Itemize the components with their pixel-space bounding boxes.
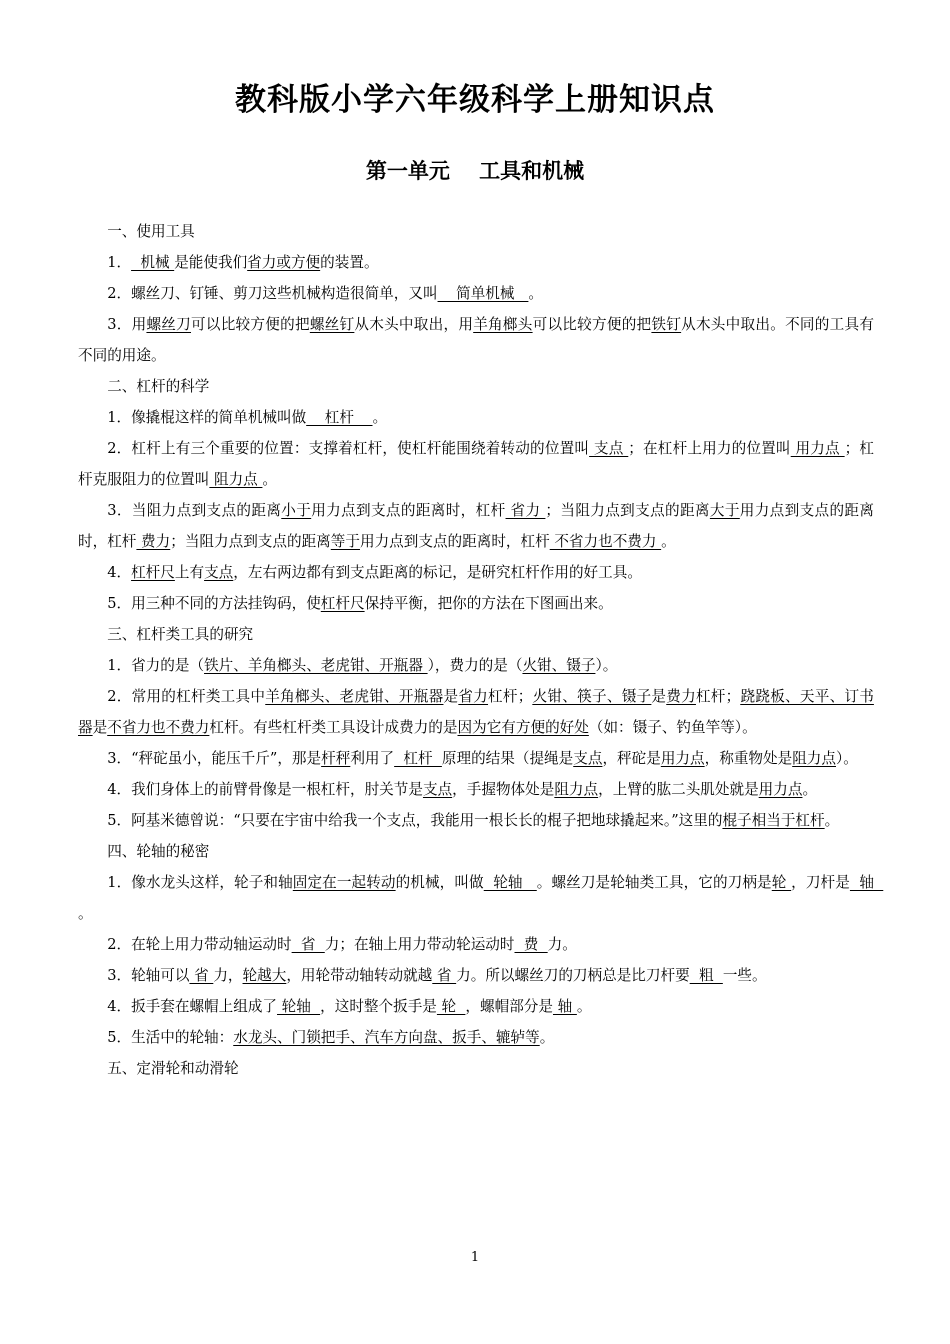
answer-blank: 大于 (709, 502, 740, 519)
list-item (78, 309, 874, 371)
answer-blank: 轮轴 (277, 998, 321, 1015)
answer-blank: 杠杆尺 (320, 595, 365, 612)
list-item (78, 867, 884, 929)
item-text: 。 (372, 409, 388, 426)
item-text: 力， (213, 967, 243, 984)
list-item (78, 495, 874, 557)
section-heading: 四、轮轴的秘密 (107, 843, 210, 860)
answer-blank: 不省力也不费力 (549, 533, 662, 550)
item-text: 。 (78, 905, 93, 922)
answer-blank: 轴 (552, 998, 577, 1015)
answer-blank: 等于 (330, 533, 360, 550)
item-text: 力。 (547, 936, 577, 953)
answer-blank: 省力 (458, 688, 489, 705)
answer-blank: 杠杆 (394, 750, 442, 767)
answer-blank: 水龙头、门锁把手、汽车方向盘、扳手、辘轳等 (233, 1029, 540, 1046)
list-item (78, 433, 874, 495)
list-item (78, 278, 874, 309)
item-text: 4． (107, 564, 132, 581)
item-text: ；当阻力点到支点的距离 (170, 533, 331, 550)
answer-blank: 支点 (422, 781, 453, 798)
answer-blank: 轮轴 (483, 874, 537, 891)
item-text: （如：镊子、钓鱼竿等）。 (588, 719, 757, 736)
section-heading: 一、使用工具 (107, 223, 195, 240)
answer-blank: 铁片、羊角榔头、老虎钳、开瓶器 (204, 657, 428, 674)
list-item (78, 247, 874, 278)
item-text: ；在杠杆上用力的位置叫 (628, 440, 791, 457)
answer-blank: 省 (291, 936, 325, 953)
answer-blank: 阻力点 (554, 781, 599, 798)
unit-title: 第一单元 工具和机械 (365, 159, 585, 183)
item-text: 2．在轮上用力带动轴运动时 (107, 936, 292, 953)
item-text: 5．阿基米德曾说：“只要在宇宙中给我一个支点，我能用一根长长的棍子把地球撬起来。”这里的 (107, 812, 723, 829)
item-text: 3．“秤砣虽小，能压千斤”，那是 (107, 750, 322, 767)
item-text: ；当阻力点到支点的距离 (545, 502, 710, 519)
list-item (78, 929, 874, 960)
item-text: 从木头中取出，用 (354, 316, 474, 333)
item-text: 。 (539, 1029, 555, 1046)
answer-blank: 棍子相当于杠杆 (722, 812, 825, 829)
item-text: ，手握物体处是 (452, 781, 555, 798)
answer-blank: 杠杆尺 (131, 564, 175, 581)
item-text: ，左右两边都有到支点距离的标记，是研究杠杆作用的好工具。 (233, 564, 642, 581)
answer-blank: 支点 (204, 564, 234, 581)
item-text: ，上臂的肱二头肌处就是 (598, 781, 759, 798)
list-item (78, 774, 874, 805)
item-text: 5．生活中的轮轴： (107, 1029, 234, 1046)
answer-blank: 机械 (131, 254, 175, 271)
answer-blank: 因为它有方便的好处 (457, 719, 589, 736)
list-item (78, 681, 874, 743)
answer-blank: 省力或方便 (247, 254, 321, 271)
list-item (78, 991, 874, 1022)
item-text: ，刀杆是 (791, 874, 850, 891)
answer-blank: 羊角榔头 (473, 316, 533, 333)
answer-blank: 费 (514, 936, 548, 953)
section-heading: 二、杠杆的科学 (107, 378, 210, 395)
item-text: 。螺丝刀是轮轴类工具，它的刀柄是 (536, 874, 772, 891)
answer-blank: 杆秤 (321, 750, 351, 767)
list-item (78, 743, 874, 774)
answer-blank: 不省力也不费力 (107, 719, 210, 736)
answer-blank: 支点 (589, 440, 629, 457)
item-text: 从木头中取出。不同的工具有不同的用途。 (78, 316, 874, 364)
answer-blank: 省 (189, 967, 214, 984)
answer-blank: 阻力点 (792, 750, 836, 767)
item-text: 保持平衡，把你的方法在下图画出来。 (364, 595, 613, 612)
document-title: 教科版小学六年级科学上册知识点 (235, 82, 715, 118)
item-text: 3．用 (107, 316, 147, 333)
item-text: ），费力的是（ (427, 657, 523, 674)
answer-blank: 铁钉 (651, 316, 682, 333)
section-heading: 五、定滑轮和动滑轮 (107, 1060, 239, 1077)
section-heading: 三、杠杆类工具的研究 (107, 626, 254, 643)
list-item (78, 557, 874, 588)
list-item (78, 402, 874, 433)
item-text: 。 (824, 812, 840, 829)
answer-blank: 跷跷板、天平、订书器 (78, 688, 874, 736)
item-text: 。 (802, 781, 818, 798)
item-text: ，用轮带动轴转动就越 (286, 967, 433, 984)
page-number: 1 (470, 1250, 480, 1265)
answer-blank: 轴 (849, 874, 884, 891)
answer-blank: 费力 (136, 533, 171, 550)
answer-blank: 杠杆 (306, 409, 373, 426)
item-text: 是 (651, 688, 667, 705)
list-item (78, 588, 874, 619)
item-text: ，螺帽部分是 (465, 998, 553, 1015)
item-text: 1．像水龙头这样，轮子和轴 (107, 874, 293, 891)
item-text: 1．省力的是（ (107, 657, 205, 674)
answer-blank: 轮 (436, 998, 466, 1015)
item-text: 力；在轴上用力带动轮运动时 (324, 936, 515, 953)
answer-blank: 阻力点 (209, 471, 263, 488)
list-item (78, 1022, 874, 1053)
answer-blank: 火钳、镊子 (522, 657, 596, 674)
item-text: 。 (661, 533, 676, 550)
item-text: 是能使我们 (174, 254, 248, 271)
list-item (78, 805, 874, 836)
answer-blank: 费力 (666, 688, 696, 705)
item-text: ）。 (595, 657, 618, 674)
item-text: ，秤砣是 (602, 750, 661, 767)
item-text: 杠杆。有些杠杆类工具设计成费力的是 (209, 719, 458, 736)
item-text: 利用了 (350, 750, 395, 767)
item-text: 用力点到支点的距离时，杠杆 (359, 533, 550, 550)
answer-blank: 简单机械 (437, 285, 529, 302)
item-text: 5．用三种不同的方法挂钩码，使 (107, 595, 321, 612)
list-item (78, 960, 874, 991)
list-item (78, 650, 874, 681)
item-text: 的机械，叫做 (395, 874, 484, 891)
item-text: ）。 (836, 750, 858, 767)
answer-blank: 用力点 (660, 750, 705, 767)
answer-blank: 螺丝钉 (309, 316, 355, 333)
item-text: 2．螺丝刀、钉锤、剪刀这些机械构造很简单，又叫 (107, 285, 438, 302)
item-text: 杠杆； (488, 688, 533, 705)
item-text: 是 (443, 688, 459, 705)
item-text: ；杠杆克服阻力的位置叫 (78, 440, 874, 488)
answer-blank: 小于 (281, 502, 312, 519)
answer-blank: 粗 (689, 967, 723, 984)
answer-blank: 火钳、筷子、镊子 (532, 688, 652, 705)
item-text: 1． (107, 254, 132, 271)
item-text: 2．常用的杠杆类工具中 (107, 688, 266, 705)
answer-blank: 固定在一起转动 (292, 874, 396, 891)
item-text: 4．我们身体上的前臂骨像是一根杠杆，肘关节是 (107, 781, 423, 798)
item-text: 可以比较方便的把 (532, 316, 652, 333)
item-text: 。 (576, 998, 592, 1015)
item-text: 。 (528, 285, 544, 302)
answer-blank: 羊角榔头、老虎钳、开瓶器 (265, 688, 444, 705)
item-text: 。 (262, 471, 278, 488)
document-body (78, 216, 884, 1084)
item-text: ，称重物处是 (704, 750, 793, 767)
item-text: 可以比较方便的把 (191, 316, 310, 333)
item-text: 是 (92, 719, 108, 736)
item-text: 的装置。 (320, 254, 379, 271)
answer-blank: 螺丝刀 (146, 316, 191, 333)
item-text: ，这时整个扳手是 (320, 998, 437, 1015)
item-text: 力。所以螺丝刀的刀柄总是比刀杆要 (456, 967, 690, 984)
item-text: 用力点到支点的距离时，杠杆 (311, 502, 506, 519)
item-text: 杠杆； (695, 688, 741, 705)
item-text: 3．当阻力点到支点的距离 (107, 502, 282, 519)
answer-blank: 省 (432, 967, 457, 984)
answer-blank: 轮 (771, 874, 792, 891)
item-text: 3．轮轴可以 (107, 967, 190, 984)
answer-blank: 用力点 (790, 440, 845, 457)
item-text: 2．杠杆上有三个重要的位置：支撑着杠杆，使杠杆能围绕着转动的位置叫 (107, 440, 590, 457)
answer-blank: 省力 (505, 502, 546, 519)
answer-blank: 支点 (573, 750, 603, 767)
answer-blank: 用力点 (758, 781, 803, 798)
answer-blank: 轮越大 (242, 967, 287, 984)
item-text: 用力点到支点的距离时，杠杆 (78, 502, 874, 550)
item-text: 4．扳手套在螺帽上组成了 (107, 998, 278, 1015)
item-text: 1．像撬棍这样的简单机械叫做 (107, 409, 307, 426)
item-text: 一些。 (722, 967, 767, 984)
item-text: 原理的结果（提绳是 (441, 750, 574, 767)
item-text: 上有 (174, 564, 205, 581)
